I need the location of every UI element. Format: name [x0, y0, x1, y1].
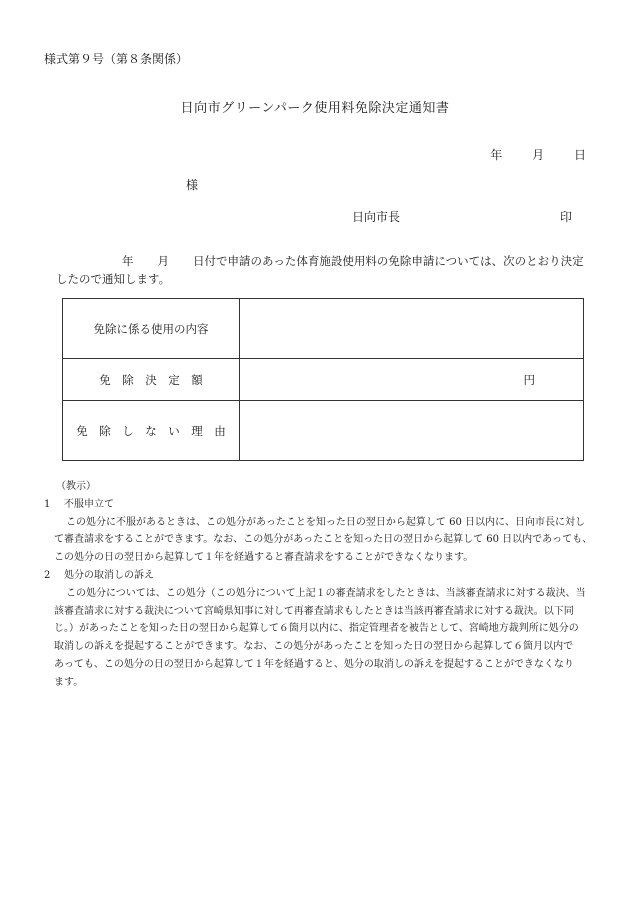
intro-line-1 — [44, 252, 590, 270]
table-row — [63, 359, 584, 401]
row-value — [240, 299, 584, 359]
date-day: 日 — [573, 148, 586, 162]
intro-line-1-text: 日付で申請のあった体育施設使用料の免除申請については、次のとおり決定 — [193, 254, 584, 268]
note-line: じ。）があったことを知った日の翌日から起算して６箇月以内に、指定管理者を被告として、宮崎地方裁判所に処分の — [54, 623, 579, 635]
note-title: 処分の取消しの訴え — [64, 569, 154, 581]
note-line: 取消しの訴えを提起することができます。なお、この処分があったことを知った日の翌日から起算して６箇月以内で — [54, 641, 574, 653]
intro-paragraph — [44, 252, 590, 288]
form-number: 様式第９号（第８条関係） — [44, 52, 189, 66]
seal-mark: 印 — [560, 210, 573, 224]
notes-heading: （教示） — [56, 481, 96, 492]
note-line: この処分の日の翌日から起算して１年を経過すると審査請求をすることができなくなります。 — [54, 552, 474, 564]
amount-value: 円 — [240, 359, 584, 401]
note-number: 1 — [44, 498, 51, 510]
date-year: 年 — [490, 148, 503, 162]
note-title: 不服申立て — [64, 498, 114, 510]
row-value — [240, 401, 584, 461]
note-number: 2 — [44, 569, 51, 581]
note-line: ます。 — [54, 676, 84, 688]
note-item-title — [44, 567, 594, 585]
row-label: 免 除 し な い 理 由 — [63, 401, 240, 461]
note-paragraph — [44, 585, 594, 692]
row-label: 免除に係る使用の内容 — [63, 299, 240, 359]
note-item-title — [44, 496, 594, 514]
row-label: 免 除 決 定 額 — [63, 359, 240, 401]
table-row — [63, 299, 584, 359]
intro-line-2: したので通知します。 — [56, 272, 171, 286]
note-line: て審査請求をすることができます。なお、この処分があったことを知った日の翌日から起算して 60 日以内であっても、 — [54, 534, 593, 546]
note-line: この処分に不服があるときは、この処分があったことを知った日の翌日から起算して 60 日以内に、日向市長に対し — [66, 516, 585, 528]
addressee-honorific: 様 — [186, 178, 199, 192]
intro-year: 年 — [122, 254, 134, 268]
table-row — [63, 401, 584, 461]
issuer-name: 日向市長 — [352, 210, 401, 224]
note-line: あっても、この処分の日の翌日から起算して１年を経過すると、処分の取消しの訴えを提起することができなくなり — [54, 658, 574, 670]
note-line: この処分については、この処分（この処分について上記１の審査請求をしたときは、当該審査請求に対する裁決、当 — [66, 587, 586, 599]
document-title: 日向市グリーンパーク使用料免除決定通知書 — [180, 101, 450, 116]
note-paragraph — [44, 514, 594, 567]
issue-date — [490, 146, 586, 163]
exemption-table — [62, 298, 584, 461]
note-line: 該審査請求に対する裁決について宮崎県知事に対して再審査請求もしたときは当該再審査請求に対する裁決。以下同 — [54, 605, 574, 617]
instruction-notes — [44, 478, 594, 692]
date-month: 月 — [532, 148, 545, 162]
intro-month: 月 — [157, 254, 169, 268]
